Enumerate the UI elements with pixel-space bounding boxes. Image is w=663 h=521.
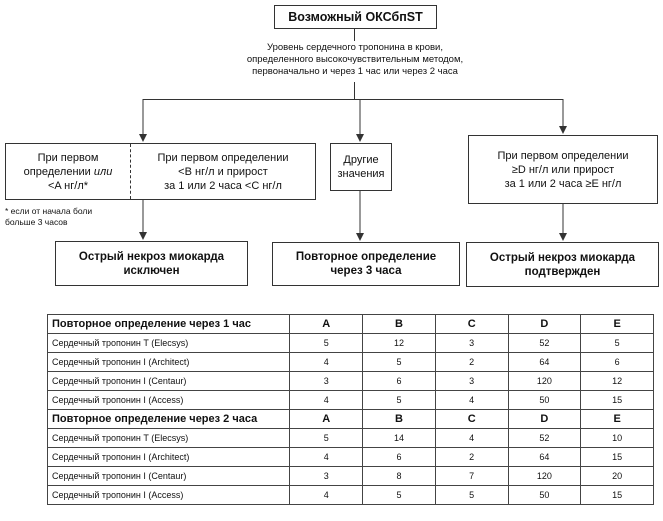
middle-branch-box xyxy=(330,143,392,191)
cell-value: 4 xyxy=(290,448,363,467)
table-row xyxy=(48,353,654,372)
left-branch-second xyxy=(131,144,315,199)
left-branch-a-value: <A нг/л* xyxy=(47,179,89,192)
row-label: Сердечный тропонин I (Architect) xyxy=(48,353,290,372)
result-excluded-text: Острый некроз миокарда исключен xyxy=(78,250,225,277)
result-repeat-text: Повторное определение через 3 часа xyxy=(295,251,437,277)
result-confirmed-text: Острый некроз миокарда подтвержден xyxy=(489,251,636,278)
row-label: Сердечный тропонин I (Centaur) xyxy=(48,372,290,391)
cell-value: 4 xyxy=(290,486,363,505)
row-label: Сердечный тропонин T (Elecsys) xyxy=(48,429,290,448)
column-header: B xyxy=(363,410,436,429)
cell-value: 120 xyxy=(508,467,581,486)
left-branch-first xyxy=(6,144,130,199)
left-branch-b-text: При первом определении <B нг/л и прирост за 1 или 2 часа <C нг/л xyxy=(157,151,289,192)
cell-value: 14 xyxy=(363,429,436,448)
cell-value: 64 xyxy=(508,448,581,467)
column-header: A xyxy=(290,315,363,334)
cell-value: 6 xyxy=(581,353,654,372)
row-label: Сердечный тропонин I (Access) xyxy=(48,391,290,410)
diagram-description: Уровень сердечного тропонина в крови, определенного высокочувствительным методом, первоначально и через 1 час или через 2 часа xyxy=(246,42,464,77)
table-row xyxy=(48,486,654,505)
cell-value: 6 xyxy=(363,448,436,467)
cell-value: 12 xyxy=(363,334,436,353)
column-header: D xyxy=(508,410,581,429)
cell-value: 3 xyxy=(435,372,508,391)
column-header: C xyxy=(435,315,508,334)
column-header: A xyxy=(290,410,363,429)
cell-value: 5 xyxy=(363,391,436,410)
cell-value: 5 xyxy=(363,486,436,505)
cell-value: 7 xyxy=(435,467,508,486)
cell-value: 10 xyxy=(581,429,654,448)
column-header: E xyxy=(581,315,654,334)
cell-value: 3 xyxy=(435,334,508,353)
row-label: Сердечный тропонин I (Access) xyxy=(48,486,290,505)
column-header: E xyxy=(581,410,654,429)
table-row xyxy=(48,334,654,353)
cell-value: 4 xyxy=(290,391,363,410)
cell-value: 5 xyxy=(290,334,363,353)
cell-value: 2 xyxy=(435,353,508,372)
column-header: B xyxy=(363,315,436,334)
cell-value: 15 xyxy=(581,391,654,410)
table-row xyxy=(48,372,654,391)
section-header-label: Повторное определение через 1 час xyxy=(48,315,290,334)
cell-value: 3 xyxy=(290,467,363,486)
troponin-table xyxy=(47,314,654,505)
result-confirmed xyxy=(466,242,659,287)
cell-value: 8 xyxy=(363,467,436,486)
table-row xyxy=(48,467,654,486)
column-header: C xyxy=(435,410,508,429)
footnote: * если от начала боли больше 3 часов xyxy=(5,206,93,227)
cell-value: 52 xyxy=(508,334,581,353)
cell-value: 15 xyxy=(581,448,654,467)
cell-value: 5 xyxy=(435,486,508,505)
left-branch-box xyxy=(5,143,316,200)
column-header: D xyxy=(508,315,581,334)
cell-value: 4 xyxy=(290,353,363,372)
cell-value: 5 xyxy=(581,334,654,353)
left-branch-or: или xyxy=(93,165,113,178)
right-branch-box xyxy=(468,135,658,204)
cell-value: 64 xyxy=(508,353,581,372)
cell-value: 5 xyxy=(290,429,363,448)
cell-value: 6 xyxy=(363,372,436,391)
section-header-label: Повторное определение через 2 часа xyxy=(48,410,290,429)
cell-value: 50 xyxy=(508,391,581,410)
left-branch-first-text xyxy=(6,151,130,193)
cell-value: 4 xyxy=(435,429,508,448)
row-label: Сердечный тропонин T (Elecsys) xyxy=(48,334,290,353)
cell-value: 2 xyxy=(435,448,508,467)
cell-value: 120 xyxy=(508,372,581,391)
result-repeat xyxy=(272,242,460,286)
cell-value: 4 xyxy=(435,391,508,410)
left-branch-a-label: При первом определении xyxy=(23,151,99,178)
cell-value: 15 xyxy=(581,486,654,505)
cell-value: 20 xyxy=(581,467,654,486)
result-excluded xyxy=(55,241,248,286)
table-row xyxy=(48,391,654,410)
right-branch-text: При первом определении ≥D нг/л или прирост за 1 или 2 часа ≥E нг/л xyxy=(497,149,629,190)
table-section-header xyxy=(48,315,654,334)
table-section-header xyxy=(48,410,654,429)
cell-value: 12 xyxy=(581,372,654,391)
table-row xyxy=(48,448,654,467)
row-label: Сердечный тропонин I (Architect) xyxy=(48,448,290,467)
table-row xyxy=(48,429,654,448)
middle-branch-text: Другие значения xyxy=(337,154,385,180)
cell-value: 5 xyxy=(363,353,436,372)
cell-value: 3 xyxy=(290,372,363,391)
diagram-title-text: Возможный ОКСбпST xyxy=(288,10,423,24)
cell-value: 52 xyxy=(508,429,581,448)
row-label: Сердечный тропонин I (Centaur) xyxy=(48,467,290,486)
cell-value: 50 xyxy=(508,486,581,505)
